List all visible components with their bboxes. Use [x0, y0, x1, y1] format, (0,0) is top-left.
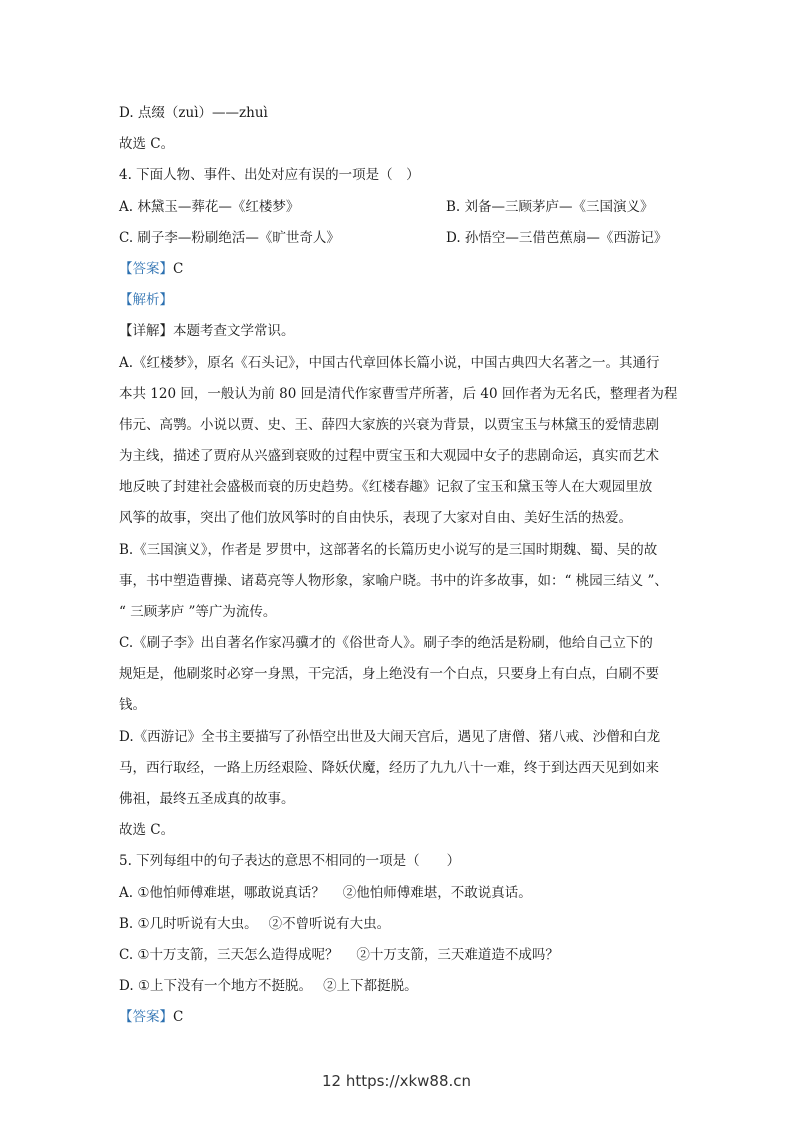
explanation-a-line: A.《红楼梦》，原名《石头记》，中国古代章回体长篇小说，中国古典四大名著之一。其通行	[119, 355, 660, 371]
explanation-d-line: 马，西行取经，一路上历经艰险、降妖伏魔，经历了九九八十一难，终于到达西天见到如来	[119, 760, 659, 776]
explanation-b-line: “ 三顾茅庐 ”等广为流传。	[119, 604, 277, 620]
analysis-tag: 【解析】	[119, 292, 173, 308]
explanation-a-line: 风筝的故事，突出了他们放风筝时的自由快乐，表现了大家对自由、美好生活的热爱。	[119, 510, 632, 526]
page-footer: 12 https://xkw88.cn	[321, 1072, 472, 1090]
explanation-d-line: D.《西游记》全书主要描写了孙悟空出世及大闹天宫后，遇见了唐僧、猪八戒、沙僧和白龙	[119, 729, 661, 745]
detail-line: 【详解】本题考查文学常识。	[119, 323, 295, 339]
answer-line-4	[119, 260, 183, 278]
explanation-c-line: C.《刷子李》出自著名作家冯骥才的《俗世奇人》。刷子李的绝活是粉刷，他给自己立下的	[119, 635, 653, 651]
explanation-a-line: 为主线，描述了贾府从兴盛到衰败的过程中贾宝玉和大观园中女子的悲剧命运，真实而艺术	[119, 448, 659, 464]
q4-option-d: D. 孙悟空—三借芭蕉扇—《西游记》	[446, 230, 668, 246]
q4-option-a: A. 林黛玉—葬花—《红楼梦》	[119, 199, 300, 215]
q4-option-b: B. 刘备—三顾茅庐—《三国演义》	[446, 199, 654, 215]
conclusion-line: 故选 C。	[119, 136, 175, 152]
answer-line-5	[119, 1008, 183, 1026]
explanation-a-line: 本共 120 回，一般认为前 80 回是清代作家曹雪芹所著，后 40 回作者为无名氏，整理者为程	[119, 386, 678, 402]
explanation-c-line: 钱。	[119, 697, 146, 713]
question-4: 4. 下面人物、事件、出处对应有误的一项是（ ）	[119, 167, 420, 183]
answer-tag: 【答案】	[119, 261, 173, 277]
explanation-c-line: 规矩是，他刷浆时必穿一身黑，干完活，身上绝没有一个白点，只要身上有白点，白刷不要	[119, 666, 659, 682]
question-5: 5. 下列每组中的句子表达的意思不相同的一项是（ ）	[119, 853, 461, 869]
explanation-a-line: 伟元、高鹗。小说以贾、史、王、薛四大家族的兴衰为背景，以贾宝玉与林黛玉的爱情悲剧	[119, 417, 659, 433]
q5-option-a: A. ①他怕师傅难堪，哪敢说真话？ ②他怕师傅难堪，不敢说真话。	[119, 885, 532, 901]
q5-option-c: C. ①十万支箭，三天怎么造得成呢？ ②十万支箭，三天难道造不成吗？	[119, 947, 559, 963]
explanation-b-line: 事，书中塑造曹操、诸葛亮等人物形象，家喻户晓。书中的许多故事，如：“ 桃园三结义 ”、	[119, 573, 668, 589]
explanation-d-line: 佛祖，最终五圣成真的故事。	[119, 791, 295, 807]
q5-option-b: B. ①几时听说有大虫。 ②不曾听说有大虫。	[119, 916, 391, 932]
option-line: D. 点缀（zuì）——zhuì	[119, 105, 268, 121]
answer-value: C	[173, 261, 184, 277]
conclusion-line: 故选 C。	[119, 822, 175, 838]
answer-tag: 【答案】	[119, 1009, 173, 1025]
explanation-a-line: 地反映了封建社会盛极而衰的历史趋势。《红楼春趣》记叙了宝玉和黛玉等人在大观园里放	[119, 479, 653, 495]
q4-option-c: C. 刷子李—粉刷绝活—《旷世奇人》	[119, 230, 340, 246]
q5-option-d: D. ①上下没有一个地方不挺脱。 ②上下都挺脱。	[119, 978, 418, 994]
explanation-b-line: B.《三国演义》，作者是 罗贯中，这部著名的长篇历史小说写的是三国时期魏、蜀、吴的故	[119, 542, 658, 558]
answer-value: C	[173, 1009, 184, 1025]
